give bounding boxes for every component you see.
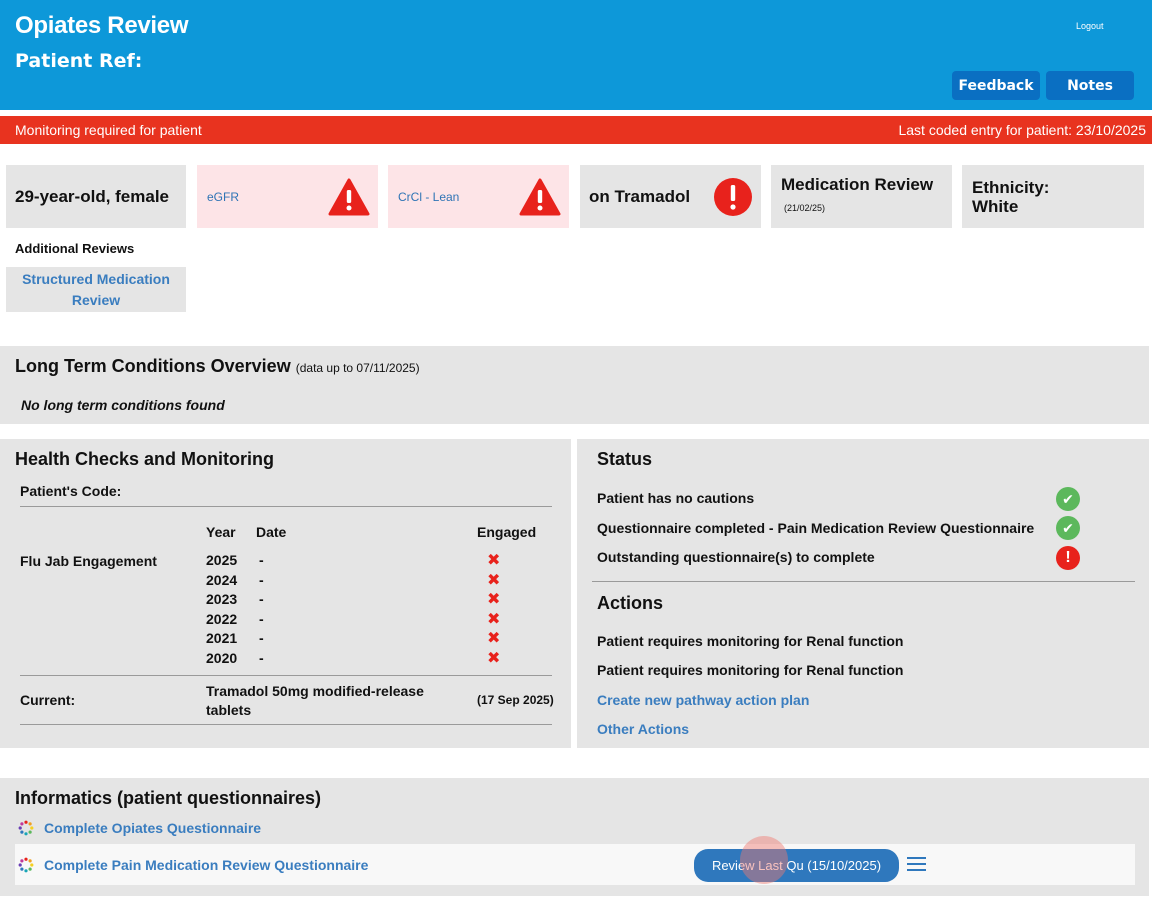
hamburger-menu-icon[interactable]	[907, 855, 926, 873]
alert-circle-icon: !	[1056, 546, 1080, 570]
flu-year: 2020	[206, 649, 238, 666]
status-item: Outstanding questionnaire(s) to complete	[597, 549, 875, 565]
current-medication-name	[206, 682, 424, 720]
egfr-link[interactable]: eGFR	[207, 189, 240, 204]
ltc-title-text: Long Term Conditions Overview	[15, 356, 291, 376]
patient-age-sex: 29-year-old, female	[15, 186, 170, 206]
divider	[20, 675, 552, 676]
current-medication-line1: Tramadol 50mg modified-release	[206, 683, 424, 699]
status-item: Patient has no cautions	[597, 490, 755, 506]
patient-ref-label: Patient Ref:	[15, 50, 143, 72]
divider	[20, 506, 552, 507]
patient-summary-tile	[6, 165, 186, 228]
structured-medication-review-label-1: Structured Medication	[22, 271, 170, 287]
logout-link[interactable]: Logout	[1076, 21, 1104, 31]
not-engaged-x-icon: ✖	[487, 610, 501, 628]
crcl-tile[interactable]	[388, 165, 569, 228]
not-engaged-x-icon: ✖	[487, 630, 501, 648]
flu-date: -	[259, 630, 264, 647]
crcl-link[interactable]: CrCl - Lean	[398, 189, 460, 204]
medication-tile	[580, 165, 761, 228]
flu-date: -	[259, 591, 264, 608]
status-section	[577, 439, 1149, 748]
page-title: Opiates Review	[15, 12, 189, 39]
alert-circle-icon	[713, 177, 753, 217]
warning-triangle-icon	[519, 178, 561, 216]
current-medication-date: (17 Sep 2025)	[477, 693, 554, 707]
questionnaire-row	[15, 844, 1135, 885]
patient-code-label: Patient's Code:	[20, 483, 122, 499]
not-engaged-x-icon: ✖	[487, 552, 501, 569]
ltc-title	[15, 356, 420, 377]
ethnicity	[972, 178, 1049, 216]
flu-year: 2023	[206, 591, 238, 608]
current-medication-line2: tablets	[206, 702, 252, 718]
action-item: Patient requires monitoring for Renal function	[597, 662, 904, 678]
informatics-title: Informatics (patient questionnaires)	[15, 788, 322, 808]
flu-year: 2024	[206, 571, 238, 588]
complete-opiates-questionnaire-link[interactable]: Complete Opiates Questionnaire	[44, 820, 262, 836]
flu-date: -	[259, 610, 264, 627]
col-year: Year	[206, 524, 236, 540]
status-title: Status	[597, 449, 653, 469]
structured-medication-review-label-2: Review	[71, 292, 121, 308]
loading-spinner-icon	[18, 857, 34, 873]
flu-date: -	[259, 552, 264, 568]
additional-reviews-title: Additional Reviews	[15, 241, 135, 256]
complete-pain-medication-questionnaire-link[interactable]: Complete Pain Medication Review Questionnaire	[44, 856, 369, 873]
flu-year: 2021	[206, 630, 238, 647]
ltc-data-date: (data up to 07/11/2025)	[295, 361, 420, 375]
col-engaged: Engaged	[477, 524, 537, 540]
ethnicity-tile	[962, 165, 1144, 228]
not-engaged-x-icon: ✖	[487, 650, 501, 667]
app-header	[0, 0, 1152, 110]
feedback-button[interactable]: Feedback	[952, 71, 1040, 100]
current-medication: on Tramadol	[589, 186, 691, 206]
status-item: Questionnaire completed - Pain Medication Review Questionnaire	[597, 520, 1035, 536]
health-checks-title: Health Checks and Monitoring	[15, 449, 275, 469]
col-date: Date	[256, 524, 287, 540]
flu-dates	[259, 551, 264, 669]
flu-year: 2022	[206, 610, 238, 627]
medication-review-date: (21/02/25)	[784, 203, 826, 213]
divider	[592, 581, 1135, 582]
ltc-empty-message: No long term conditions found	[21, 397, 225, 413]
flu-year: 2025	[206, 552, 238, 568]
check-circle-icon: ✔	[1056, 516, 1080, 540]
not-engaged-x-icon: ✖	[487, 591, 501, 609]
informatics-section	[0, 778, 1149, 896]
notes-button[interactable]: Notes	[1046, 71, 1134, 100]
action-item: Patient requires monitoring for Renal function	[597, 633, 904, 649]
health-checks-section	[0, 439, 571, 748]
flu-date: -	[259, 571, 264, 588]
other-actions-link[interactable]: Other Actions	[597, 721, 690, 737]
review-last-questionnaire-button[interactable]: Review Last Qu (15/10/2025)	[694, 849, 899, 882]
divider	[20, 724, 552, 725]
monitoring-alert-text: Monitoring required for patient	[15, 122, 202, 138]
flu-years	[206, 551, 237, 669]
not-engaged-x-icon: ✖	[487, 571, 501, 589]
ethnicity-value: White	[972, 197, 1019, 216]
structured-medication-review-button[interactable]	[6, 267, 186, 312]
flu-date: -	[259, 649, 264, 666]
loading-spinner-icon	[18, 820, 34, 836]
medication-review-title: Medication Review	[781, 175, 934, 194]
egfr-tile[interactable]	[197, 165, 378, 228]
warning-triangle-icon	[328, 178, 370, 216]
questionnaire-row	[15, 809, 1135, 847]
check-circle-icon: ✔	[1056, 487, 1080, 511]
flu-jab-label: Flu Jab Engagement	[20, 553, 157, 569]
last-coded-entry: Last coded entry for patient: 23/10/2025	[898, 122, 1146, 138]
medication-review-tile	[771, 165, 952, 228]
ethnicity-label: Ethnicity:	[972, 178, 1050, 197]
actions-title: Actions	[597, 593, 664, 613]
create-action-plan-link[interactable]: Create new pathway action plan	[597, 692, 810, 708]
long-term-conditions-section	[0, 346, 1149, 424]
current-medication-label: Current:	[20, 692, 76, 708]
monitoring-alert-bar	[0, 116, 1152, 144]
